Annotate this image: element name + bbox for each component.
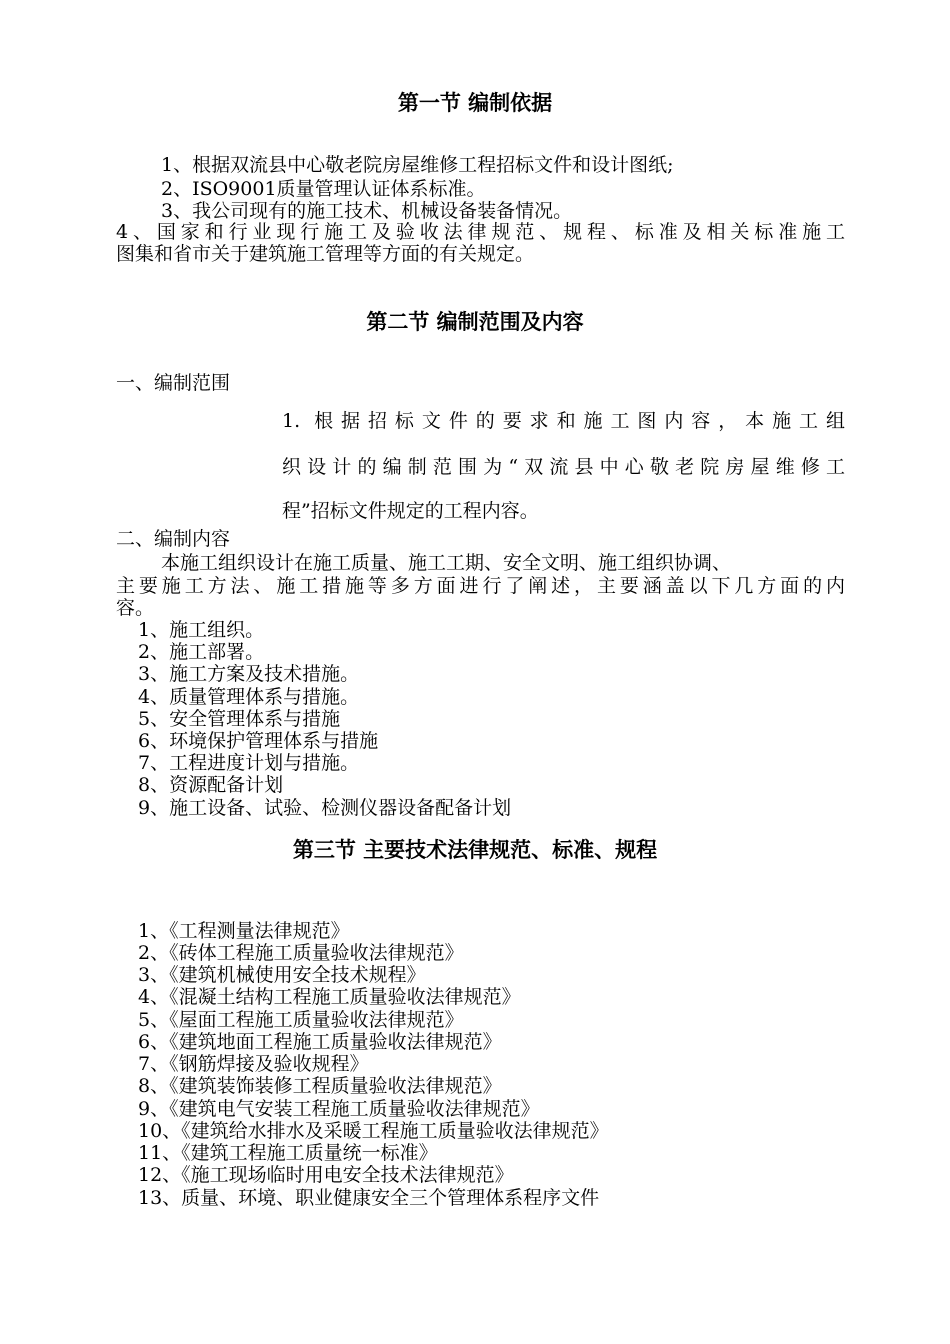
section1-title: 第一节 编制依据 xyxy=(397,91,553,115)
standard-list-item: 1、《工程测量法律规范》 xyxy=(138,920,350,942)
content-list-item: 4、质量管理体系与措施。 xyxy=(138,686,360,708)
content-list-item: 5、安全管理体系与措施 xyxy=(138,708,341,730)
content-list-item: 9、施工设备、试验、检测仪器设备配备计划 xyxy=(138,797,512,819)
standard-list-item: 5、《屋面工程施工质量验收法律规范》 xyxy=(138,1009,464,1031)
standard-list-item: 2、《砖体工程施工质量验收法律规范》 xyxy=(138,942,464,964)
content-line-3: 容。 xyxy=(116,597,155,619)
standard-list-item: 9、《建筑电气安装工程施工质量验收法律规范》 xyxy=(138,1098,540,1120)
scope-line-1: 1. 根据招标文件的要求和施工图内容，本施工组 xyxy=(282,410,845,432)
standard-list-item: 8、《建筑装饰装修工程质量验收法律规范》 xyxy=(138,1075,502,1097)
content-list-item: 7、工程进度计划与措施。 xyxy=(138,752,360,774)
content-list-item: 2、施工部署。 xyxy=(138,641,265,663)
section1-item-3: 3、我公司现有的施工技术、机械设备装备情况。 xyxy=(161,200,573,222)
section3-title: 第三节 主要技术法律规范、标准、规程 xyxy=(292,838,658,862)
standard-list-item: 7、《钢筋焊接及验收规程》 xyxy=(138,1053,369,1075)
standard-list-item: 10、《建筑给水排水及采暖工程施工质量验收法律规范》 xyxy=(138,1120,609,1142)
section1-item-4-cont: 图集和省市关于建筑施工管理等方面的有关规定。 xyxy=(116,243,535,265)
scope-line-2: 织设计的编制范围为“双流县中心敬老院房屋维修工 xyxy=(282,456,845,478)
content-heading: 二、编制内容 xyxy=(116,528,231,550)
scope-line-3: 程”招标文件规定的工程内容。 xyxy=(282,500,539,522)
standard-list-item: 3、《建筑机械使用安全技术规程》 xyxy=(138,964,426,986)
content-line-1: 本施工组织设计在施工质量、施工工期、安全文明、施工组织协调、 xyxy=(161,552,732,574)
content-list-item: 8、资源配备计划 xyxy=(138,774,284,796)
section2-title: 第二节 编制范围及内容 xyxy=(366,310,584,334)
content-line-2: 主要施工方法、施工措施等多方面进行了阐述，主要涵盖以下几方面的内 xyxy=(116,575,845,597)
scope-heading: 一、编制范围 xyxy=(116,372,231,394)
content-list-item: 1、施工组织。 xyxy=(138,619,265,641)
standard-list-item: 4、《混凝土结构工程施工质量验收法律规范》 xyxy=(138,986,521,1008)
content-list-item: 3、施工方案及技术措施。 xyxy=(138,663,360,685)
standard-list-item: 11、《建筑工程施工质量统一标准》 xyxy=(138,1142,438,1164)
section1-item-1: 1、根据双流县中心敬老院房屋维修工程招标文件和设计图纸; xyxy=(161,154,674,176)
content-list-item: 6、环境保护管理体系与措施 xyxy=(138,730,379,752)
section1-item-2: 2、ISO9001质量管理认证体系标准。 xyxy=(161,178,486,200)
standard-list-item: 6、《建筑地面工程施工质量验收法律规范》 xyxy=(138,1031,502,1053)
standard-list-item: 12、《施工现场临时用电安全技术法律规范》 xyxy=(138,1164,514,1186)
standard-list-item: 13、质量、环境、职业健康安全三个管理体系程序文件 xyxy=(138,1187,600,1209)
section1-item-4: 4、国家和行业现行施工及验收法律规范、规程、标准及相关标准施工 xyxy=(116,221,845,243)
